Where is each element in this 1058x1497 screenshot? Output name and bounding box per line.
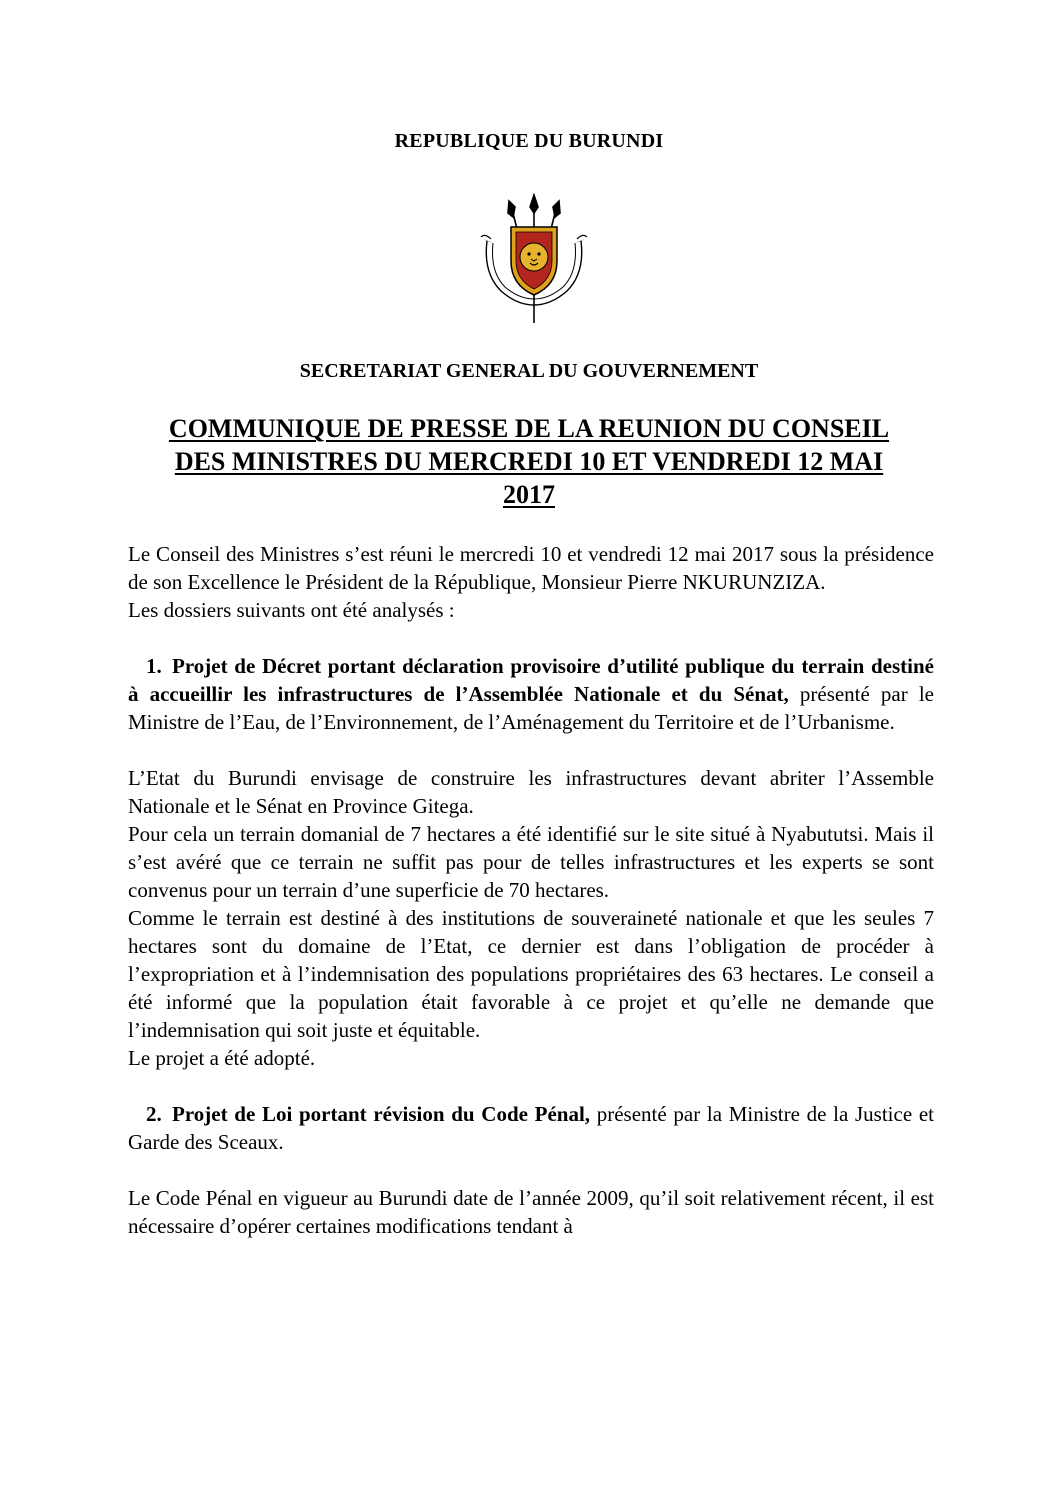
item-1-paragraph-2: Pour cela un terrain domanial de 7 hectares a été identifié sur le site situé à Nyabututsi. Mais il s’est avéré que ce terrain ne suffit pas pour de telles infrastructures et les experts se sont convenus pour un terrain d’une superficie de 70 hectares. xyxy=(128,822,934,902)
item-1-number: 1. xyxy=(146,654,162,678)
item-1-paragraph-3: Comme le terrain est destiné à des institutions de souveraineté nationale et que les seules 7 hectares sont du domaine de l’Etat, ce dernier est dans l’obligation de procéder à l’expropriation et à l’indemnisation des populations propriétaires des 63 hectares. Le conseil a été informé que la population était favorable à ce projet et qu’elle ne demande que l’indemnisation qui soit juste et équitable. xyxy=(128,906,934,1042)
item-2-presenter: présenté par la Ministre de la Justice et Garde des Sceaux. xyxy=(128,1102,934,1154)
item-2-number: 2. xyxy=(146,1102,162,1126)
coat-of-arms-emblem xyxy=(473,193,595,325)
document-body xyxy=(128,540,934,1240)
item-1-presenter: présenté par le Ministre de l’Eau, de l’Environnement, de l’Aménagement du Territoire et de l’Urbanisme. xyxy=(128,682,935,734)
item-2-paragraph-1: Le Code Pénal en vigueur au Burundi date de l’année 2009, qu’il soit relativement récent, il est nécessaire d’opérer certaines modifications tendant à xyxy=(128,1186,934,1238)
item-1-title: Projet de Décret portant déclaration provisoire d’utilité publique du terrain destiné à accueillir les infrastructures de l’Assemblée Nationale et du Sénat, xyxy=(128,654,934,706)
title-line-1: COMMUNIQUE DE PRESSE DE LA REUNION DU CONSEIL xyxy=(168,414,890,443)
intro-dossiers-line: Les dossiers suivants ont été analysés : xyxy=(128,598,455,622)
press-release-title xyxy=(120,412,938,511)
agenda-item-2 xyxy=(128,1100,934,1156)
republic-heading: REPUBLIQUE DU BURUNDI xyxy=(394,130,664,152)
title-line-3: 2017 xyxy=(503,480,555,509)
item-1-decision: Le projet a été adopté. xyxy=(128,1046,316,1070)
intro-paragraph: Le Conseil des Ministres s’est réuni le mercredi 10 et vendredi 12 mai 2017 sous la présidence de son Excellence le Président de la République, Monsieur Pierre NKURUNZIZA. xyxy=(128,542,934,594)
item-2-title: Projet de Loi portant révision du Code Pénal, xyxy=(172,1102,591,1126)
item-1-paragraph-1: L’Etat du Burundi envisage de construire les infrastructures devant abriter l’Assemble Nationale et le Sénat en Province Gitega. xyxy=(128,766,934,818)
secretariat-heading: SECRETARIAT GENERAL DU GOUVERNEMENT xyxy=(299,360,759,382)
agenda-item-1 xyxy=(128,652,934,736)
title-line-2: DES MINISTRES DU MERCREDI 10 ET VENDREDI 12 MAI xyxy=(174,447,884,476)
